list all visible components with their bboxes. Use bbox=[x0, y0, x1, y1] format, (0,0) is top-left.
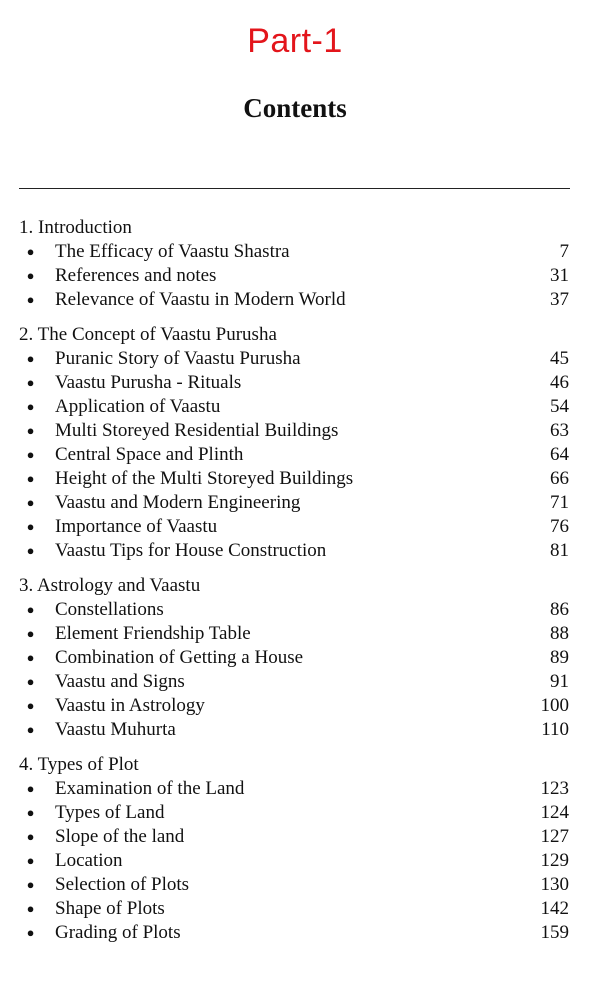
toc-entry bbox=[19, 646, 569, 670]
contents-heading: Contents bbox=[243, 93, 347, 123]
toc-entry bbox=[19, 622, 569, 646]
entry-page-number: 54 bbox=[550, 396, 569, 417]
toc-entry bbox=[19, 873, 569, 897]
toc-section bbox=[19, 574, 569, 742]
bullet-icon: ● bbox=[26, 829, 35, 844]
entry-page-number: 81 bbox=[550, 540, 569, 561]
entry-title: Selection of Plots bbox=[55, 874, 190, 895]
entry-page-number: 46 bbox=[550, 372, 569, 393]
bullet-icon: ● bbox=[26, 351, 35, 366]
entry-page-number: 37 bbox=[550, 289, 569, 310]
entry-page-number: 129 bbox=[540, 850, 569, 871]
section-title: 4. Types of Plot bbox=[19, 754, 139, 775]
toc-entry bbox=[19, 897, 569, 921]
entry-title: Application of Vaastu bbox=[55, 396, 221, 417]
bullet-icon: ● bbox=[26, 423, 35, 438]
bullet-icon: ● bbox=[26, 877, 35, 892]
divider-rule bbox=[19, 188, 570, 189]
bullet-icon: ● bbox=[26, 292, 35, 307]
bullet-icon: ● bbox=[26, 447, 35, 462]
toc-entry bbox=[19, 443, 569, 467]
entry-title: References and notes bbox=[55, 265, 217, 286]
toc-entry bbox=[19, 419, 569, 443]
entry-page-number: 159 bbox=[540, 922, 569, 943]
entry-title: Central Space and Plinth bbox=[55, 444, 244, 465]
entry-page-number: 63 bbox=[550, 420, 569, 441]
toc-entry bbox=[19, 670, 569, 694]
bullet-icon: ● bbox=[26, 495, 35, 510]
toc-entry bbox=[19, 825, 569, 849]
toc-entry bbox=[19, 288, 569, 312]
bullet-icon: ● bbox=[26, 853, 35, 868]
entry-page-number: 76 bbox=[550, 516, 569, 537]
toc-entry bbox=[19, 515, 569, 539]
toc-entry bbox=[19, 777, 569, 801]
toc-entry bbox=[19, 598, 569, 622]
entry-page-number: 66 bbox=[550, 468, 569, 489]
toc-entry bbox=[19, 395, 569, 419]
entry-page-number: 71 bbox=[550, 492, 569, 513]
bullet-icon: ● bbox=[26, 626, 35, 641]
part-title: Part-1 bbox=[247, 22, 343, 60]
entry-title: Shape of Plots bbox=[55, 898, 165, 919]
entry-title: Vaastu Muhurta bbox=[55, 719, 176, 740]
toc-section bbox=[19, 216, 569, 312]
toc-entry bbox=[19, 539, 569, 563]
bullet-icon: ● bbox=[26, 268, 35, 283]
entry-page-number: 7 bbox=[559, 241, 569, 262]
entry-title: Vaastu and Modern Engineering bbox=[55, 492, 301, 513]
entry-title: Types of Land bbox=[55, 802, 165, 823]
toc-entry bbox=[19, 718, 569, 742]
toc-entry bbox=[19, 347, 569, 371]
toc-section bbox=[19, 323, 569, 563]
entry-page-number: 130 bbox=[540, 874, 569, 895]
entry-page-number: 110 bbox=[541, 719, 569, 740]
section-title: 3. Astrology and Vaastu bbox=[19, 575, 201, 596]
bullet-icon: ● bbox=[26, 674, 35, 689]
entry-title: Grading of Plots bbox=[55, 922, 181, 943]
bullet-icon: ● bbox=[26, 901, 35, 916]
toc-entry bbox=[19, 801, 569, 825]
entry-title: Examination of the Land bbox=[55, 778, 245, 799]
entry-page-number: 64 bbox=[550, 444, 569, 465]
bullet-icon: ● bbox=[26, 244, 35, 259]
bullet-icon: ● bbox=[26, 602, 35, 617]
entry-page-number: 142 bbox=[540, 898, 569, 919]
toc-entry bbox=[19, 694, 569, 718]
bullet-icon: ● bbox=[26, 925, 35, 940]
entry-title: Multi Storeyed Residential Buildings bbox=[55, 420, 339, 441]
entry-title: The Efficacy of Vaastu Shastra bbox=[55, 241, 290, 262]
entry-page-number: 123 bbox=[540, 778, 569, 799]
toc-entry bbox=[19, 491, 569, 515]
entry-title: Element Friendship Table bbox=[55, 623, 251, 644]
toc-entry bbox=[19, 467, 569, 491]
bullet-icon: ● bbox=[26, 722, 35, 737]
entry-title: Constellations bbox=[55, 599, 164, 620]
entry-page-number: 127 bbox=[540, 826, 569, 847]
entry-title: Vaastu in Astrology bbox=[55, 695, 205, 716]
entry-page-number: 45 bbox=[550, 348, 569, 369]
entry-page-number: 88 bbox=[550, 623, 569, 644]
entry-title: Slope of the land bbox=[55, 826, 185, 847]
entry-title: Vaastu Tips for House Construction bbox=[55, 540, 327, 561]
bullet-icon: ● bbox=[26, 698, 35, 713]
entry-title: Relevance of Vaastu in Modern World bbox=[55, 289, 346, 310]
entry-title: Location bbox=[55, 850, 123, 871]
entry-title: Puranic Story of Vaastu Purusha bbox=[55, 348, 301, 369]
bullet-icon: ● bbox=[26, 375, 35, 390]
bullet-icon: ● bbox=[26, 781, 35, 796]
entry-page-number: 31 bbox=[550, 265, 569, 286]
section-title: 2. The Concept of Vaastu Purusha bbox=[19, 324, 277, 345]
bullet-icon: ● bbox=[26, 650, 35, 665]
toc-entry bbox=[19, 264, 569, 288]
entry-title: Importance of Vaastu bbox=[55, 516, 218, 537]
entry-page-number: 86 bbox=[550, 599, 569, 620]
toc-section bbox=[19, 753, 569, 945]
bullet-icon: ● bbox=[26, 471, 35, 486]
bullet-icon: ● bbox=[26, 805, 35, 820]
entry-page-number: 100 bbox=[540, 695, 569, 716]
bullet-icon: ● bbox=[26, 543, 35, 558]
bullet-icon: ● bbox=[26, 519, 35, 534]
entry-page-number: 124 bbox=[540, 802, 569, 823]
section-title: 1. Introduction bbox=[19, 217, 132, 238]
entry-title: Vaastu Purusha - Rituals bbox=[55, 372, 242, 393]
table-of-contents bbox=[19, 216, 569, 956]
entry-title: Vaastu and Signs bbox=[55, 671, 185, 692]
entry-page-number: 89 bbox=[550, 647, 569, 668]
entry-title: Combination of Getting a House bbox=[55, 647, 304, 668]
toc-entry bbox=[19, 849, 569, 873]
toc-entry bbox=[19, 921, 569, 945]
entry-title: Height of the Multi Storeyed Buildings bbox=[55, 468, 354, 489]
entry-page-number: 91 bbox=[550, 671, 569, 692]
toc-entry bbox=[19, 371, 569, 395]
toc-entry bbox=[19, 240, 569, 264]
bullet-icon: ● bbox=[26, 399, 35, 414]
